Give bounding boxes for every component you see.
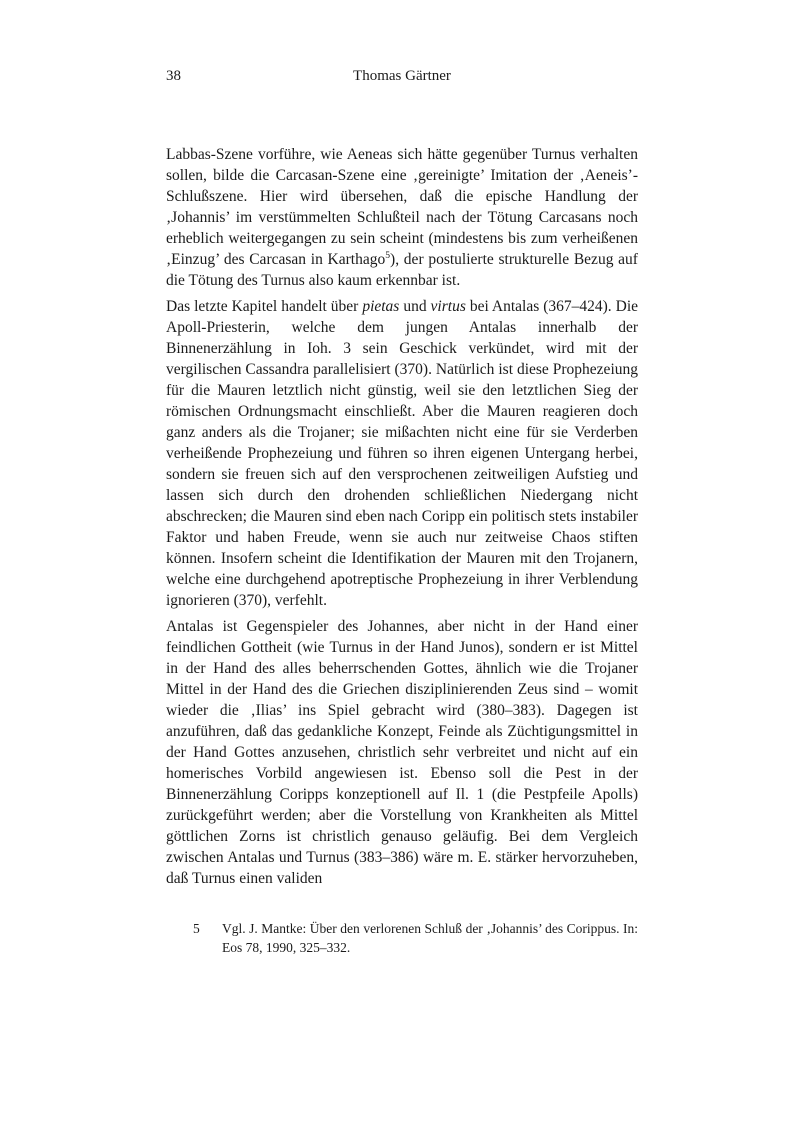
footnote-reference: 5 — [385, 249, 391, 261]
paragraph-text: und — [399, 298, 431, 315]
italic-term: virtus — [430, 298, 466, 315]
text-block — [166, 144, 638, 957]
paragraph — [166, 296, 638, 611]
page-header — [166, 67, 638, 85]
footnote-text: Vgl. J. Mantke: Über den verlorenen Schluß der ‚Johannis’ des Corippus. In: Eos 78, 1990, 325–332. — [222, 921, 638, 955]
paragraph — [166, 616, 638, 889]
paragraph-text: Das letzte Kapitel handelt über — [166, 298, 363, 315]
italic-term: pietas — [362, 298, 400, 315]
paragraph-text: ), der postulierte strukturelle Bezug auf die Tötung des Turnus also kaum erkennbar ist. — [166, 251, 638, 289]
footnote-number: 5 — [193, 921, 200, 936]
running-head-author: Thomas Gärtner — [353, 68, 451, 84]
paragraph-text: Labbas-Szene vorführe, wie Aeneas sich hätte gegenüber Turnus verhalten sollen, bilde die Carcasan-Szene eine ‚gereinigte’ Imitation der ‚Aeneis’-Schlußszene. Hier wird übersehen, daß die epische Handlung der ‚Johannis’ im verstümmelten Schlußteil nach der Tötung Carcasans noch erheblich weitergegangen zu sein scheint (mindestens bis zum verheißenen ‚Einzug’ des Carcasan in Karthago — [166, 146, 638, 268]
paragraph — [166, 144, 638, 291]
page-number: 38 — [166, 68, 181, 84]
footnote — [193, 919, 638, 957]
paragraph-text: Antalas ist Gegenspieler des Johannes, aber nicht in der Hand einer feindlichen Gottheit (wie Turnus in der Hand Junos), sondern er ist Mittel in der Hand des alles beherrschenden Gottes, ähnlich wie die Trojaner Mittel in der Hand des die Griechen disziplinierenden Zeus sind – womit wieder die ‚Ilias’ ins Spiel gebracht wird (380–383). Dagegen ist anzuführen, daß das gedankliche Konzept, Feinde als Züchtigungsmittel in der Hand Gottes anzusehen, christlich sehr verbreitet und nicht auf ein homerisches Vorbild angewiesen ist. Ebenso soll die Pest in der Binnenerzählung Coripps konzeptionell auf Il. 1 (die Pestpfeile Apolls) zurückgeführt werden; aber die Vorstellung von Krankheiten als Mittel göttlichen Zorns ist christlich genauso geläufig. Bei dem Vergleich zwischen Antalas und Turnus (383–386) wäre m. E. stärker hervorzuheben, daß Turnus einen validen — [166, 618, 638, 887]
paragraph-text: bei Antalas (367–424). Die Apoll-Priesterin, welche dem jungen Antalas innerhalb der Binnenerzählung in Ioh. 3 sein Geschick verkündet, wird mit der vergilischen Cassandra parallelisiert (370). Natürlich ist diese Prophezeiung für die Mauren letztlich nicht günstig, weil sie den letztlichen Sieg der römischen Ordnungsmacht einschließt. Aber die Mauren reagieren doch ganz anders als die Trojaner; sie mißachten nicht eine für sie Verderben verheißende Prophezeiung und führen so ihren eigenen Untergang herbei, sondern sie freuen sich auf den versprochenen zeitweiligen Aufstieg und lassen sich durch den drohenden schließlichen Niedergang nicht abschrecken; die Mauren sind eben nach Coripp ein politisch stets instabiler Faktor und haben Freude, wenn sie auch nur zeitweise Chaos stiften können. Insofern scheint die Identifikation der Mauren mit den Trojanern, welche eine durchgehend apotreptische Prophezeiung in ihrer Verblendung ignorieren (370), verfehlt. — [166, 298, 639, 609]
footnotes-section — [193, 919, 638, 957]
